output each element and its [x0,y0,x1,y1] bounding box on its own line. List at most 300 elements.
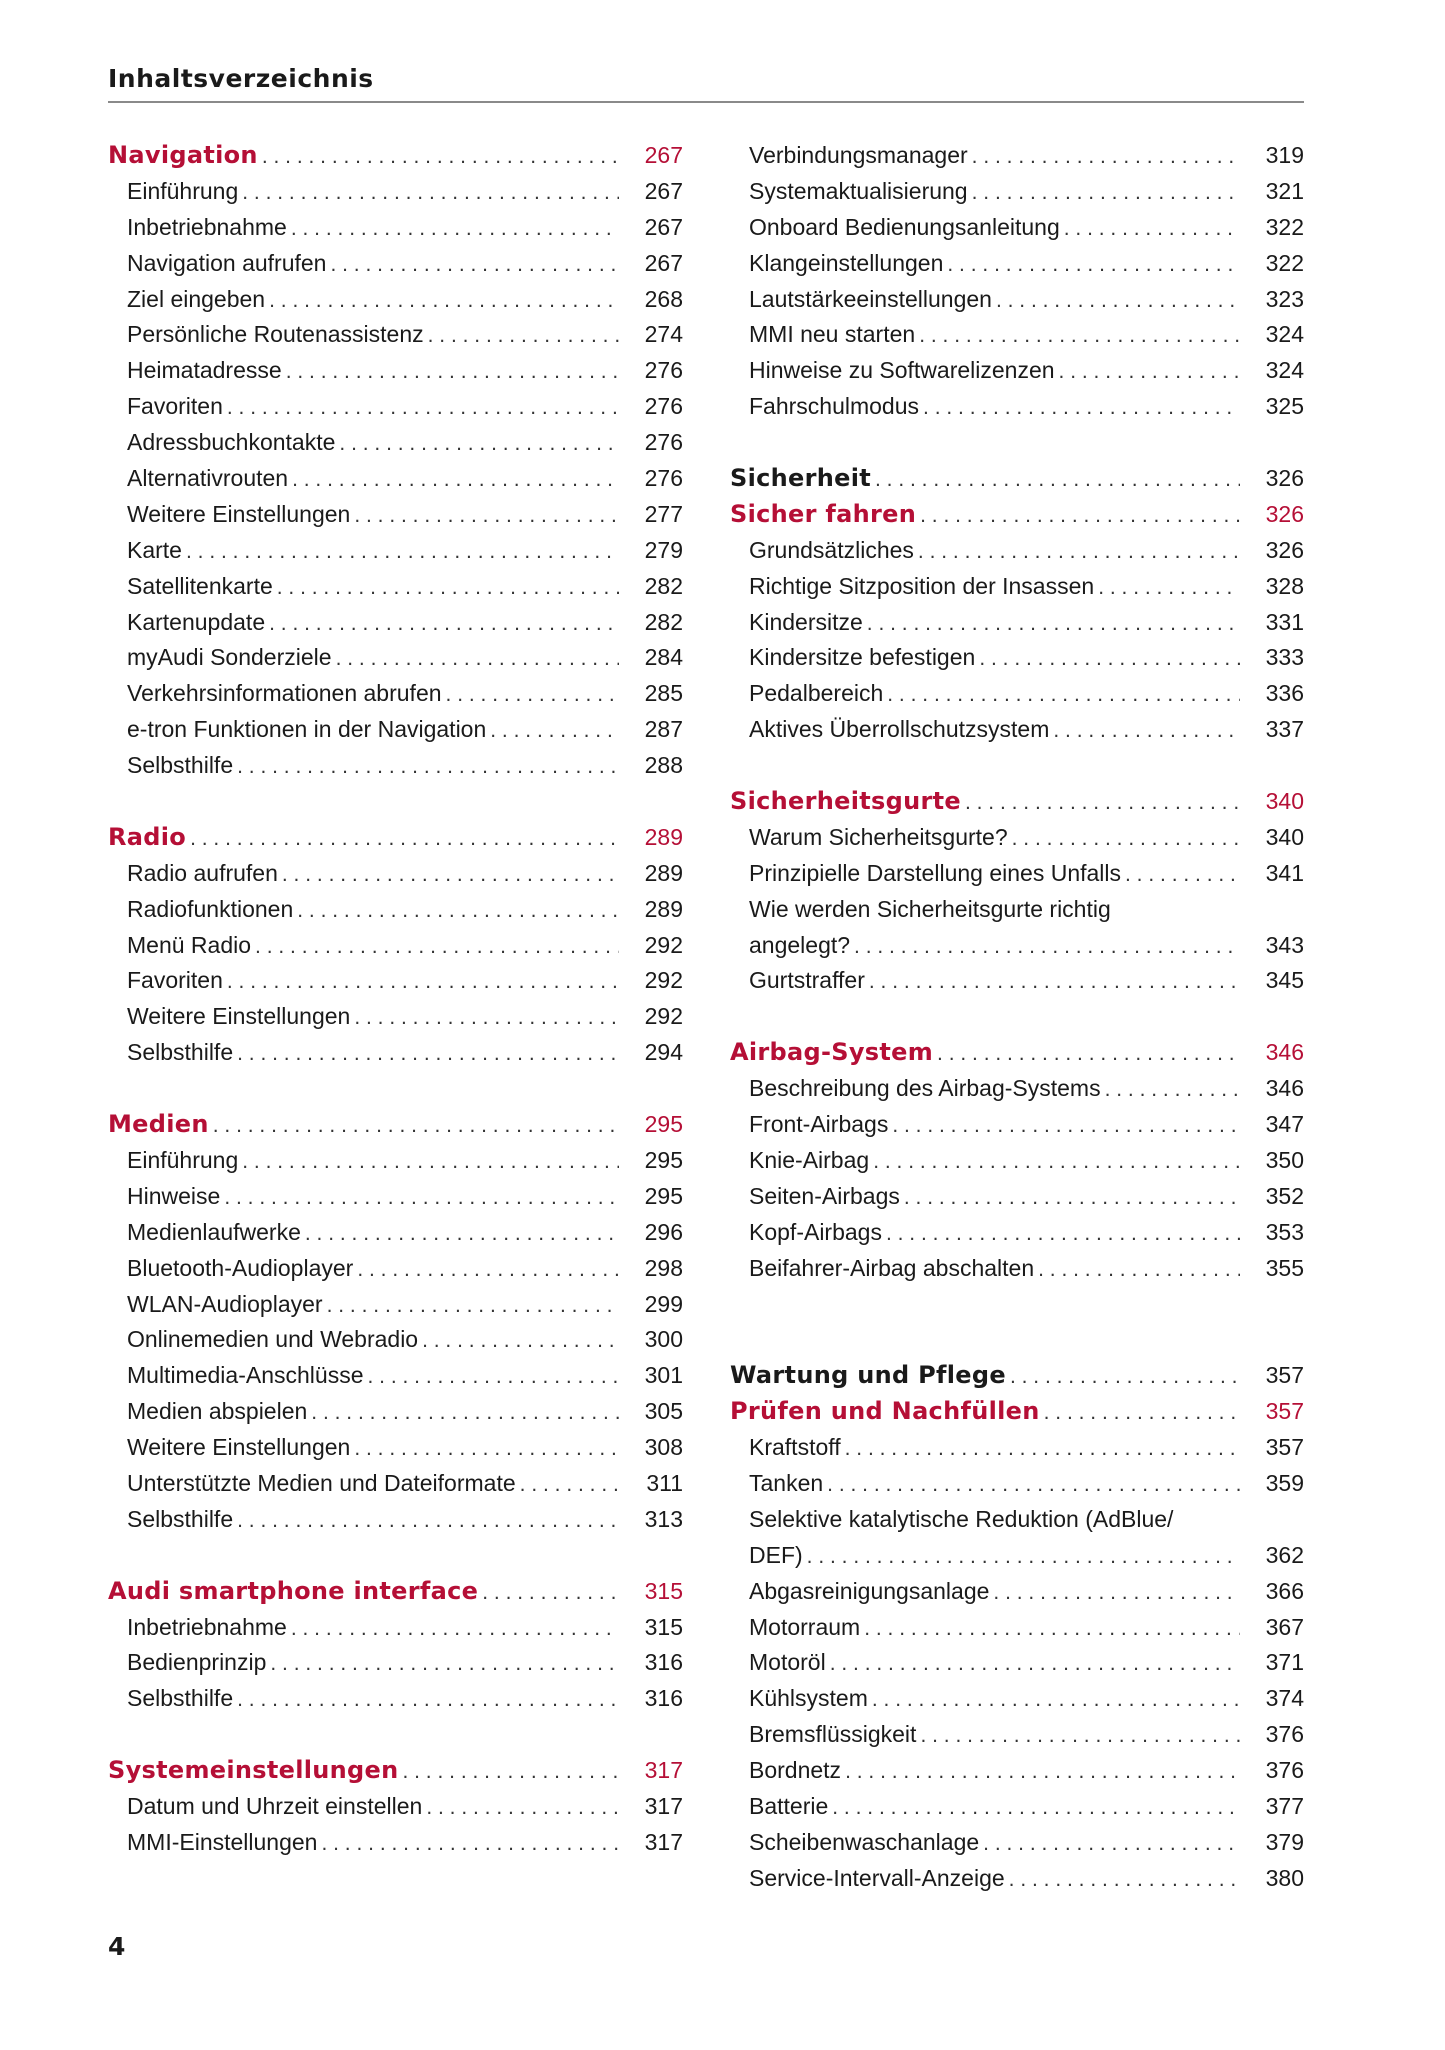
toc-entry-label: Favoriten [127,967,223,994]
toc-entry-label: Bedienprinzip [127,1649,267,1676]
toc-page-number: 336 [1265,680,1304,707]
toc-entry-label: myAudi Sonderziele [127,644,332,671]
toc-entry[interactable] [730,1717,1304,1753]
toc-entry-label: Verbindungsmanager [749,142,968,168]
spacer [730,425,1304,461]
dot-leader [237,1503,619,1539]
toc-section-heading[interactable] [730,1358,1304,1394]
toc-entry[interactable] [730,1861,1304,1897]
toc-page-number: 289 [644,895,683,922]
toc-entry[interactable] [108,748,683,784]
dot-leader [224,1180,619,1216]
dot-leader [291,1611,619,1647]
toc-page-number: 326 [1265,500,1304,527]
dot-leader [1125,857,1240,893]
toc-entry-label: Ziel eingeben [127,285,266,312]
toc-page-number: 292 [644,931,683,958]
dot-leader [321,1826,619,1862]
toc-entry-label: Selbsthilfe [127,1685,234,1712]
toc-page-number: 288 [644,752,683,779]
dot-leader [875,462,1240,498]
dot-leader [305,1216,619,1252]
toc-entry[interactable] [730,533,1304,569]
toc-entry[interactable] [108,389,683,425]
page-number: 4 [108,1932,126,1961]
dot-leader [845,1431,1240,1467]
dot-leader [482,1575,619,1611]
toc-entry[interactable] [108,174,683,210]
toc-entry[interactable] [730,676,1304,712]
toc-page-number: 277 [644,500,683,527]
toc-entry[interactable] [108,497,683,533]
toc-entry[interactable] [108,712,683,748]
toc-entry[interactable] [730,856,1304,892]
toc-entry[interactable] [108,353,683,389]
toc-page-number: 284 [644,644,683,671]
toc-entry-label: Wie werden Sicherheitsgurte richtig [749,895,1111,922]
toc-page-number: 285 [644,680,683,707]
toc-entry[interactable] [108,1430,683,1466]
toc-page-number: 371 [1265,1649,1304,1676]
dot-leader [186,534,619,570]
toc-entry[interactable] [730,1466,1304,1502]
toc-section-heading[interactable] [730,1394,1304,1430]
toc-entry-label: Hinweise [127,1182,221,1209]
toc-entry-label: Audi smartphone interface [108,1576,479,1605]
toc-page-number: 292 [644,967,683,994]
toc-entry[interactable] [108,569,683,605]
dot-leader [327,1288,619,1324]
toc-entry[interactable] [108,1358,683,1394]
toc-entry[interactable] [108,425,683,461]
toc-page-number: 267 [644,177,683,204]
dot-leader [886,1216,1240,1252]
dot-leader [1098,570,1240,606]
dot-leader [354,1000,619,1036]
toc-section-heading[interactable] [108,1574,683,1610]
toc-entry[interactable] [108,1789,683,1825]
toc-entry-label: Weitere Einstellungen [127,1434,351,1461]
toc-page-number: 294 [644,1039,683,1066]
toc-page-number: 274 [644,321,683,348]
toc-entry[interactable] [730,1502,1304,1538]
dot-leader [1010,1359,1240,1395]
toc-page-number: 279 [644,536,683,563]
dot-leader [311,1395,619,1431]
toc-page-number: 316 [644,1649,683,1676]
toc-entry-label: Wartung und Pflege [730,1361,1006,1390]
toc-page-number: 295 [644,1146,683,1173]
toc-entry[interactable] [730,712,1304,748]
dot-leader [972,139,1240,175]
toc-section-heading[interactable] [108,1107,683,1143]
toc-entry-label: MMI-Einstellungen [127,1828,318,1855]
dot-leader [402,1754,619,1790]
toc-entry[interactable] [108,1287,683,1323]
toc-entry-label: DEF) [749,1541,803,1568]
toc-entry[interactable] [730,246,1304,282]
toc-entry[interactable] [108,640,683,676]
toc-page-number: 305 [644,1398,683,1425]
dot-leader [947,247,1240,283]
toc-entry[interactable] [108,999,683,1035]
dot-leader [286,354,619,390]
toc-entry[interactable] [730,1538,1304,1574]
toc-entry[interactable] [108,1825,683,1861]
toc-entry-label: Bremsflüssigkeit [749,1721,917,1748]
toc-page-number: 324 [1265,321,1304,348]
toc-entry-label: Service-Intervall-Anzeige [749,1864,1005,1891]
toc-entry[interactable] [108,676,683,712]
toc-entry[interactable] [108,210,683,246]
toc-entry[interactable] [108,533,683,569]
dot-leader [227,964,619,1000]
toc-page-number: 346 [1265,1075,1304,1102]
dot-leader [830,1646,1240,1682]
toc-entry-label: MMI neu starten [749,321,916,348]
toc-entry[interactable] [730,1645,1304,1681]
dot-leader [807,1539,1240,1575]
dot-leader [336,641,619,677]
dot-leader [1059,354,1240,390]
dot-leader [354,498,619,534]
toc-entry[interactable] [730,1143,1304,1179]
toc-page-number: 325 [1265,393,1304,420]
toc-entry-label: Selbsthilfe [127,1505,234,1532]
toc-entry-label: Batterie [749,1792,829,1819]
toc-entry-label: Fahrschulmodus [749,393,920,420]
toc-page-number: 316 [644,1685,683,1712]
toc-page-number: 331 [1265,608,1304,635]
dot-leader [983,1826,1240,1862]
toc-page-number: 276 [644,429,683,456]
toc-entry-label: Motorraum [749,1613,861,1640]
toc-entry-label: Karte [127,536,182,563]
toc-section-heading[interactable] [730,784,1304,820]
toc-entry-label: Selektive katalytische Reduktion (AdBlue/ [749,1505,1174,1532]
toc-section-heading[interactable] [730,461,1304,497]
toc-page-number: 267 [644,142,683,168]
toc-entry-label: Einführung [127,177,239,204]
toc-page-number: 328 [1265,572,1304,599]
toc-section-heading[interactable] [108,138,683,174]
spacer [730,748,1304,784]
toc-entry-label: Front-Airbags [749,1111,889,1138]
toc-entry[interactable] [108,1466,683,1502]
toc-entry-label: Medien [108,1110,209,1139]
toc-page-number: 276 [644,357,683,384]
toc-entry-label: Sicherheit [730,464,871,493]
toc-entry-label: Sicherheitsgurte [730,787,961,816]
dot-leader [237,749,619,785]
toc-entry[interactable] [730,138,1304,174]
toc-entry-label: Medien abspielen [127,1398,308,1425]
toc-entry-label: Klangeinstellungen [749,249,944,276]
toc-entry[interactable] [730,1071,1304,1107]
toc-page-number: 289 [644,859,683,886]
toc-entry[interactable] [108,1035,683,1071]
toc-page-number: 353 [1265,1218,1304,1245]
dot-leader [428,318,619,354]
toc-page-number: 347 [1265,1111,1304,1138]
toc-entry[interactable] [730,640,1304,676]
toc-section-heading[interactable] [108,1753,683,1789]
toc-entry[interactable] [108,317,683,353]
toc-entry[interactable] [730,1430,1304,1466]
toc-page-number: 301 [644,1362,683,1389]
toc-entry-label: Unterstützte Medien und Dateiformate [127,1469,516,1496]
dot-leader [291,211,619,247]
toc-right-column [730,138,1304,1897]
toc-entry[interactable] [108,1179,683,1215]
toc-entry-label: Bordnetz [749,1757,842,1784]
spacer [108,1717,683,1753]
toc-page-number: 282 [644,572,683,599]
toc-entry-label: Adressbuchkontakte [127,429,336,456]
dot-leader [873,1144,1240,1180]
toc-entry[interactable] [108,1215,683,1251]
toc-entry[interactable] [108,1394,683,1430]
toc-entry[interactable] [108,282,683,318]
dot-leader [426,1790,619,1826]
toc-entry[interactable] [730,963,1304,999]
toc-entry-label: Scheibenwaschanlage [749,1828,980,1855]
toc-entry-label: e-tron Funktionen in der Navigation [127,716,487,743]
dot-leader [255,929,619,965]
toc-page-number: 380 [1265,1864,1304,1891]
toc-entry-label: Radiofunktionen [127,895,294,922]
toc-entry-label: Datum und Uhrzeit einstellen [127,1792,423,1819]
toc-entry[interactable] [730,1825,1304,1861]
dot-leader [1044,1395,1240,1431]
dot-leader [1012,821,1240,857]
toc-entry[interactable] [730,1179,1304,1215]
toc-page-number: 287 [644,716,683,743]
toc-page-number: 376 [1265,1757,1304,1784]
toc-page-number: 345 [1265,967,1304,994]
toc-entry[interactable] [108,1645,683,1681]
toc-entry-label: Sicher fahren [730,499,917,528]
toc-entry[interactable] [730,1789,1304,1825]
dot-leader [339,426,619,462]
toc-entry-label: Warum Sicherheitsgurte? [749,823,1008,850]
toc-page-number: 326 [1265,465,1304,492]
toc-entry-label: Weitere Einstellungen [127,500,351,527]
toc-entry[interactable] [108,856,683,892]
toc-entry-label: Aktives Überrollschutzsystem [749,716,1050,743]
toc-entry[interactable] [108,963,683,999]
toc-entry-label: Tanken [749,1469,824,1496]
toc-entry-label: Satellitenkarte [127,572,273,599]
dot-leader [446,677,619,713]
toc-entry-label: Selbsthilfe [127,1039,234,1066]
toc-page-number: 276 [644,393,683,420]
toc-entry[interactable] [730,1215,1304,1251]
toc-entry[interactable] [730,282,1304,318]
toc-page-number: 298 [644,1254,683,1281]
toc-entry[interactable] [730,1610,1304,1646]
toc-entry-label: Onlinemedien und Webradio [127,1326,419,1353]
dot-leader [297,893,619,929]
toc-entry-label: Grundsätzliches [749,536,914,563]
toc-entry-label: Beifahrer-Airbag abschalten [749,1254,1035,1281]
toc-entry-label: Kraftstoff [749,1434,841,1461]
toc-entry[interactable] [108,461,683,497]
toc-entry[interactable] [730,1753,1304,1789]
toc-entry-label: Onboard Bedienungsanleitung [749,213,1060,240]
dot-leader [923,390,1240,426]
toc-section-heading[interactable] [108,820,683,856]
toc-entry[interactable] [108,1143,683,1179]
toc-page-number: 315 [644,1577,683,1604]
toc-entry-label: Systemaktualisierung [749,177,968,204]
toc-entry-label: Heimatadresse [127,357,282,384]
toc-entry-label: Bluetooth-Audioplayer [127,1254,354,1281]
toc-page-number: 317 [644,1828,683,1855]
spacer [730,1322,1304,1358]
toc-entry[interactable] [730,1681,1304,1717]
toc-entry[interactable] [108,1322,683,1358]
dot-leader [1053,713,1240,749]
toc-entry[interactable] [108,1502,683,1538]
spacer [108,784,683,820]
toc-entry[interactable] [730,1107,1304,1143]
dot-leader [190,821,619,857]
dot-leader [269,606,619,642]
toc-page-number: 295 [644,1182,683,1209]
toc-page-number: 282 [644,608,683,635]
dot-leader [213,1108,619,1144]
toc-entry-label: Selbsthilfe [127,752,234,779]
dot-leader [854,929,1240,965]
toc-page-number: 326 [1265,536,1304,563]
toc-page-number: 341 [1265,859,1304,886]
toc-entry[interactable] [108,928,683,964]
toc-entry[interactable] [730,569,1304,605]
spacer [108,1538,683,1574]
toc-entry[interactable] [108,1610,683,1646]
dot-leader [269,283,619,319]
toc-entry[interactable] [108,892,683,928]
dot-leader [520,1467,619,1503]
toc-entry[interactable] [730,1574,1304,1610]
toc-entry[interactable] [108,605,683,641]
dot-leader [919,318,1240,354]
toc-page-number: 376 [1265,1721,1304,1748]
dot-leader [1105,1072,1240,1108]
toc-page-number: 357 [1265,1398,1304,1425]
toc-entry-label: WLAN-Audioplayer [127,1290,323,1317]
toc-page-number: 322 [1265,249,1304,276]
toc-entry[interactable] [730,210,1304,246]
toc-entry-label: Systemeinstellungen [108,1756,399,1785]
dot-leader [993,1575,1240,1611]
dot-leader [996,283,1240,319]
toc-entry-label: Radio [108,822,187,851]
dot-leader [872,1682,1240,1718]
dot-leader [920,1718,1240,1754]
toc-entry-label: Pedalbereich [749,680,884,707]
toc-page-number: 317 [644,1757,683,1784]
toc-entry-label: angelegt? [749,931,851,958]
toc-entry-label: Verkehrsinformationen abrufen [127,680,442,707]
spacer [730,999,1304,1035]
toc-entry[interactable] [108,1681,683,1717]
dot-leader [367,1359,619,1395]
toc-page-number: 313 [644,1505,683,1532]
dot-leader [357,1252,619,1288]
dot-leader [237,1682,619,1718]
toc-entry-label: Menü Radio [127,931,252,958]
toc-entry[interactable] [730,389,1304,425]
toc-entry-label: Lautstärkeeinstellungen [749,285,992,312]
toc-entry-label: Prinzipielle Darstellung eines Unfalls [749,859,1122,886]
toc-page-number: 324 [1265,357,1304,384]
toc-entry[interactable] [730,892,1304,928]
toc-entry[interactable] [730,317,1304,353]
dot-leader [892,1108,1240,1144]
toc-page-number: 377 [1265,1792,1304,1819]
toc-entry[interactable] [730,820,1304,856]
dot-leader [1009,1862,1240,1898]
toc-entry-label: Airbag-System [730,1038,934,1067]
dot-leader [262,139,619,175]
toc-page-number: 267 [644,213,683,240]
toc-entry[interactable] [730,1251,1304,1287]
toc-entry-label: Motoröl [749,1649,826,1676]
toc-page-number: 366 [1265,1577,1304,1604]
dot-leader [827,1467,1240,1503]
toc-page-number: 362 [1265,1541,1304,1568]
dot-leader [1064,211,1240,247]
toc-entry[interactable] [730,928,1304,964]
dot-leader [832,1790,1240,1826]
toc-page-number: 346 [1265,1039,1304,1066]
toc-entry-label: Favoriten [127,393,223,420]
toc-page-number: 355 [1265,1254,1304,1281]
toc-entry[interactable] [730,174,1304,210]
toc-entry-label: Einführung [127,1146,239,1173]
toc-page-number: 374 [1265,1685,1304,1712]
toc-section-heading[interactable] [730,497,1304,533]
toc-page-number: 296 [644,1218,683,1245]
toc-entry[interactable] [730,605,1304,641]
toc-section-heading[interactable] [730,1035,1304,1071]
toc-entry[interactable] [108,246,683,282]
toc-page-number: 357 [1265,1434,1304,1461]
toc-page-number: 321 [1265,177,1304,204]
dot-leader [282,857,619,893]
toc-page-number: 308 [644,1434,683,1461]
toc-entry-label: Alternativrouten [127,465,289,492]
dot-leader [1038,1252,1240,1288]
toc-entry[interactable] [108,1251,683,1287]
dot-leader [869,964,1240,1000]
toc-page-number: 337 [1265,716,1304,743]
toc-entry[interactable] [730,353,1304,389]
toc-entry-label: Richtige Sitzposition der Insassen [749,572,1095,599]
dot-leader [965,785,1240,821]
dot-leader [242,175,619,211]
dot-leader [918,534,1240,570]
toc-entry-label: Beschreibung des Airbag-Systems [749,1075,1101,1102]
toc-page-number: 267 [644,249,683,276]
toc-page-number: 268 [644,285,683,312]
toc-entry-label: Navigation aufrufen [127,249,327,276]
toc-page-number: 317 [644,1792,683,1819]
toc-page-number: 350 [1265,1146,1304,1173]
toc-entry-label: Inbetriebnahme [127,1613,287,1640]
